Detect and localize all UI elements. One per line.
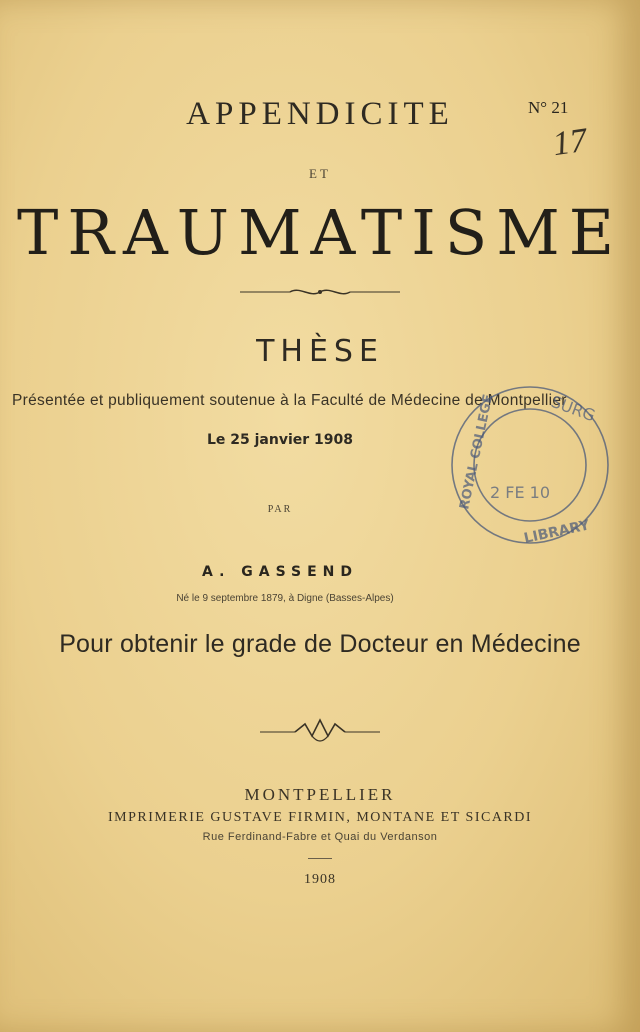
title-line-1: APPENDICITE: [186, 96, 454, 132]
document-type-heading: THÈSE: [256, 334, 384, 369]
fleuron-ornament-icon: [240, 282, 400, 302]
presentation-line: Présentée et publiquement soutenue à la Faculté de Médecine de Montpellier: [12, 392, 567, 409]
divider: [308, 858, 332, 859]
defense-date: Le 25 janvier 1908: [206, 432, 354, 448]
vignette-ornament-icon: [250, 712, 390, 752]
library-stamp: [430, 370, 620, 555]
stamp-date-text: 2 FE 10: [490, 483, 551, 502]
stamp-top-text: SURG: [548, 391, 598, 426]
author-name: A. GASSEND: [201, 564, 359, 580]
author-birth-info: Né le 9 septembre 1879, à Digne (Basses-Alpes): [176, 593, 394, 604]
by-label: PAR: [267, 504, 293, 515]
stamp-left-text: ROYAL COLLEGE: [457, 393, 497, 511]
printer-name: IMPRIMERIE GUSTAVE FIRMIN, MONTANE ET SICARDI: [107, 810, 533, 825]
publication-city: MONTPELLIER: [244, 785, 396, 804]
degree-line: Pour obtenir le grade de Docteur en Médecine: [59, 630, 581, 658]
printer-address: Rue Ferdinand-Fabre et Quai du Verdanson: [202, 831, 438, 843]
shelfmark-prefix: N° 21: [528, 98, 569, 117]
title-conjunction: ET: [309, 166, 331, 181]
title-line-2: TRAUMATISME: [17, 196, 623, 269]
shelfmark-number: 17: [550, 121, 590, 164]
publication-year: 1908: [304, 872, 336, 887]
stamp-bottom-text: LIBRARY: [522, 517, 591, 547]
